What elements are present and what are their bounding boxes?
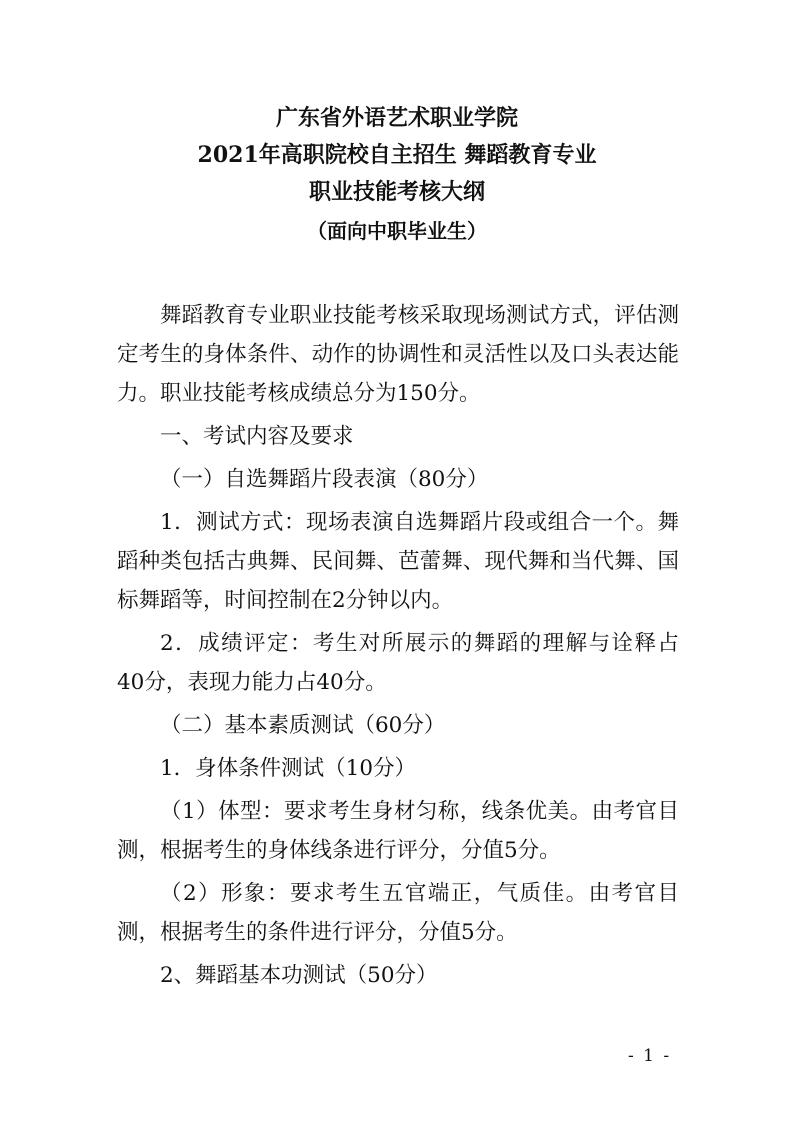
paragraph-test-method: 1．测试方式：现场表演自选舞蹈片段或组合一个。舞蹈种类包括古典舞、民间舞、芭蕾舞、现代舞和当代舞、国标舞蹈等，时间控制在2分钟以内。 xyxy=(117,510,679,613)
heading-section-1: 一、考试内容及要求 xyxy=(160,424,354,449)
page-number: - 1 - xyxy=(628,1046,672,1066)
title-audience: （面向中职毕业生） xyxy=(307,219,487,243)
paragraph-body-type: （1）体型：要求考生身材匀称，线条优美。由考官目测，根据考生的身体线条进行评分，分值5分。 xyxy=(117,799,679,863)
paragraph-intro: 舞蹈教育专业职业技能考核采取现场测试方式，评估测定考生的身体条件、动作的协调性和灵活性以及口头表达能力。职业技能考核成绩总分为150分。 xyxy=(117,303,679,406)
heading-subsection-1: （一）自选舞蹈片段表演（80分） xyxy=(160,467,489,492)
heading-subsection-2: （二）基本素质测试（60分） xyxy=(160,713,446,738)
title-outline: 职业技能考核大纲 xyxy=(308,179,485,205)
heading-body-condition: 1．身体条件测试（10分） xyxy=(160,756,417,781)
paragraph-scoring: 2．成绩评定：考生对所展示的舞蹈的理解与诠释占 40分，表现力能力占40分。 xyxy=(117,631,679,695)
document-title-block xyxy=(0,100,794,250)
title-school: 广东省外语艺术职业学院 xyxy=(275,105,518,131)
heading-dance-basics: 2、舞蹈基本功测试（50分） xyxy=(160,963,438,988)
document-body xyxy=(117,296,679,999)
title-program: 2021年高职院校自主招生 舞蹈教育专业 xyxy=(197,142,597,168)
paragraph-appearance: （2）形象：要求考生五官端正，气质佳。由考官目测，根据考生的条件进行评分，分值5分。 xyxy=(117,881,679,945)
